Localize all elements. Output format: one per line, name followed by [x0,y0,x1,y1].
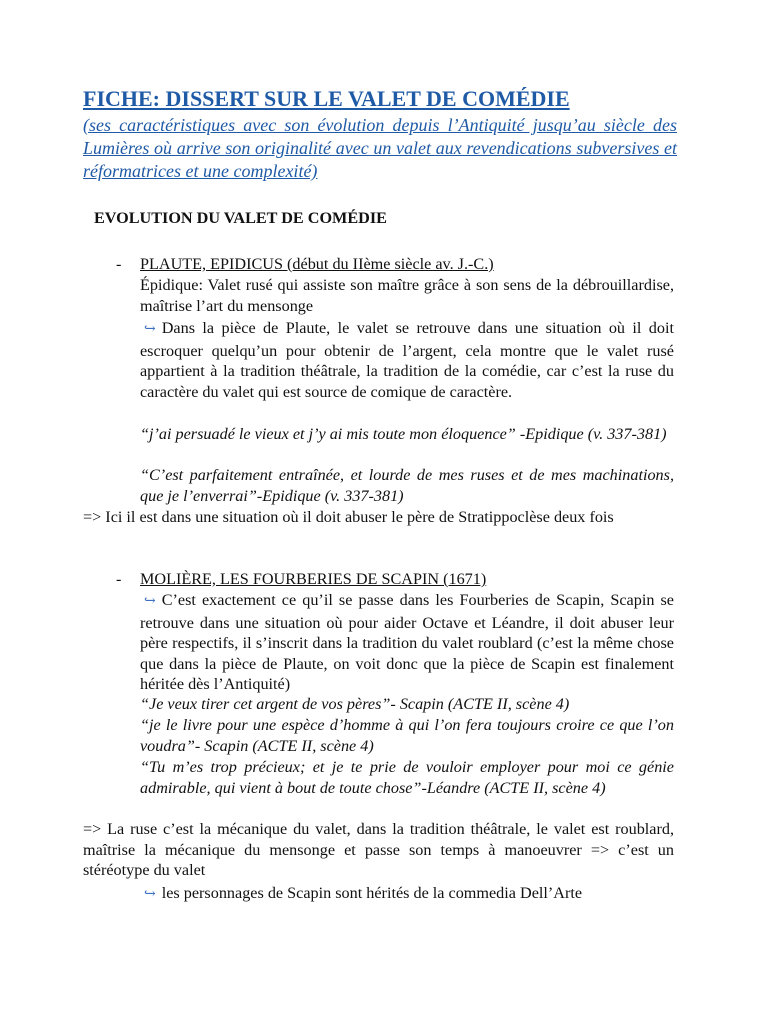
plaute-analysis: Dans la pièce de Plaute, le valet se retrouve dans une situation où il doit escroquer quelqu’un pour obtenir de l’argent, cela montre que le valet rusé appartient à la tradition théâtrale, la tradition de la comédie, car c’est la ruse du caractère du valet qui est source de comique de caractère. [140,319,674,401]
moliere-note: les personnages de Scapin sont hérités de la commedia Dell’Arte [161,884,583,902]
plaute-heading: PLAUTE, EPIDICUS (début du IIème siècle av. J.-C.) [140,255,494,273]
arrow-icon: ↪ [144,322,156,337]
plaute-intro: Épidique: Valet rusé qui assiste son maître grâce à son sens de la débrouillardise, maîtrise l’art du mensonge [140,276,674,315]
plaute-conclusion: => Ici il est dans une situation où il doit abuser le père de Stratippoclèse deux fois [83,508,614,526]
moliere-note-paragraph [140,883,674,906]
document-subtitle: (ses caractéristiques avec son évolution depuis l’Antiquité jusqu’au siècle des Lumières où arrive son originalité avec un valet aux revendications subversives et réformatrices et une complexité) [83,115,677,181]
moliere-quote-2: “je le livre pour une espèce d’homme à qui l’on fera toujours croire ce que l’on voudra”- Scapin (ACTE II, scène 4) [140,716,674,755]
plaute-analysis-paragraph [140,318,674,402]
moliere-analysis: C’est exactement ce qu’il se passe dans les Fourberies de Scapin, Scapin se retrouve dans une situation où pour aider Octave et Léandre, il doit abuser leur père respectifs, il s’inscrit dans la tradition du valet roublard (c’est la même chose que dans la pièce de Plaute, on voit donc que la pièce de Scapin est finalement héritée dès l’Antiquité) [140,591,674,693]
list-dash: - [116,255,122,273]
document-title: FICHE: DISSERT SUR LE VALET DE COMÉDIE [83,86,570,111]
moliere-quote-1: “Je veux tirer cet argent de vos pères”- Scapin (ACTE II, scène 4) [140,695,570,713]
moliere-conclusion: => La ruse c’est la mécanique du valet, dans la tradition théâtrale, le valet est roublard, maîtrise la mécanique du mensonge et passe son temps à manoeuvrer => c’est un stéréotype du valet [83,820,674,879]
arrow-icon: ↪ [144,594,156,609]
plaute-quote-1: “j’ai persuadé le vieux et j’y ai mis toute mon éloquence” -Epidique (v. 337-381) [140,425,667,443]
moliere-quote-3: “Tu m’es trop précieux; et je te prie de vouloir employer pour moi ce génie admirable, qui vient à bout de toute chose”-Léandre (ACTE II, scène 4) [140,758,674,797]
arrow-icon: ↪ [144,887,156,902]
moliere-analysis-paragraph [140,590,674,695]
plaute-quote-2: “C’est parfaitement entraînée, et lourde de mes ruses et de mes machinations, que je l’enverrai”-Epidique (v. 337-381) [140,466,674,505]
list-dash: - [116,570,122,588]
section-heading: EVOLUTION DU VALET DE COMÉDIE [94,209,387,227]
moliere-heading: MOLIÈRE, LES FOURBERIES DE SCAPIN (1671) [140,570,487,588]
